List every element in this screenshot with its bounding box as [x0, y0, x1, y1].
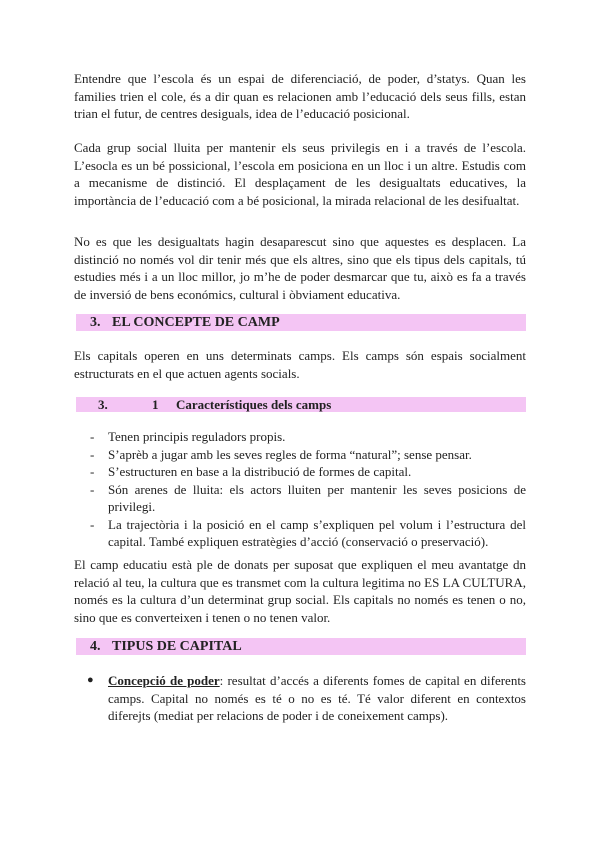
section-heading-tipus-capital [76, 638, 526, 655]
list-item: - Tenen principis reguladors propis. [90, 429, 286, 444]
list-item: - S’aprèb a jugar amb les seves regles de forma “natural”; sense pensar. [90, 446, 472, 462]
term-definition: : resultat d’accés a diferents fomes de capital en diferents camps. Capital no només es té o no es té. Té valor diferent en contextos diferejts (mediat per relacions de poder i de coneixement camps). [108, 673, 526, 723]
section-number: 3. [90, 315, 101, 330]
term-concepcio-poder: Concepció de poder [108, 673, 220, 688]
section-number: 4. [90, 639, 101, 654]
paragraph-capitals-camps: Els capitals operen en uns determinats camps. Els camps són espais socialment estructurats en el que actuen agents socials. [74, 348, 526, 381]
paragraph-grup-social: Cada grup social lluita per mantenir els seus privilegis en i a través de l’escola. L’esocla es un bé possicional, l’escola em posiciona en un lloc i un altre. Estudis com a mecanisme de distinció. El desplaçament de les desigualtats educatives, la importància de l’educació com a bé posicional, la mirada relacional de les desifualtat. [74, 140, 526, 208]
paragraph-escola: Entendre que l’escola és un espai de diferenciació, de poder, d’statys. Quan les families trien el cole, és a dir quan es relacionen amb l’educació dels seus fills, estan trian el futur, de centres desiguals, idea de l’educació posicional. [74, 71, 526, 121]
capital-types-list [74, 672, 526, 725]
dash-marker: - [90, 446, 95, 462]
subsection-number-major: 3. [98, 397, 108, 412]
subsection-title: Característiques dels camps [176, 397, 332, 412]
section-title: EL CONCEPTE DE CAMP [112, 315, 280, 330]
camp-characteristics-list [74, 428, 526, 551]
section-title: TIPUS DE CAPITAL [112, 639, 242, 654]
paragraph-desigualtats: No es que les desigualtats hagin desaparescut sino que aquestes es desplacen. La distinció no només vol dir tenir més que els altres, sino que els tipus dels capitals, tú estudies més i a un lloc millor, jo m’he de poder desmarcar que tu, això es fa a través de inversió de bens económics, cultural i òbviament educativa. [74, 234, 526, 302]
section-heading-concepte-camp [76, 314, 526, 331]
subsection-heading-caracteristiques [76, 397, 526, 412]
list-item [74, 672, 526, 725]
dash-marker: - [90, 516, 95, 532]
list-item: - S’estructuren en base a la distribució de formes de capital. [90, 464, 412, 479]
subsection-number-minor: 1 [152, 397, 159, 412]
bullet-icon: ● [87, 674, 94, 686]
dash-marker: - [90, 464, 95, 479]
paragraph-camp-educatiu: El camp educatiu està ple de donats per suposat que expliquen el meu avantatge dn relació al teu, la cultura que es transmet com la cultura legitima no ES LA CULTURA, només es la cultura d’un determinat grup social. Els capitals no només es tenen o no, sino que es converteixen i tenen o no tenen valor. [74, 557, 526, 625]
dash-marker: - [90, 429, 95, 444]
list-item: - Són arenes de lluita: els actors lluiten per mantenir les seves posicions de privilegi. [90, 481, 526, 514]
list-item: - La trajectòria i la posició en el camp s’expliquen pel volum i l’estructura del capital. També expliquen estratègies d’acció (conservació o preservació). [90, 516, 526, 549]
dash-marker: - [90, 481, 95, 497]
